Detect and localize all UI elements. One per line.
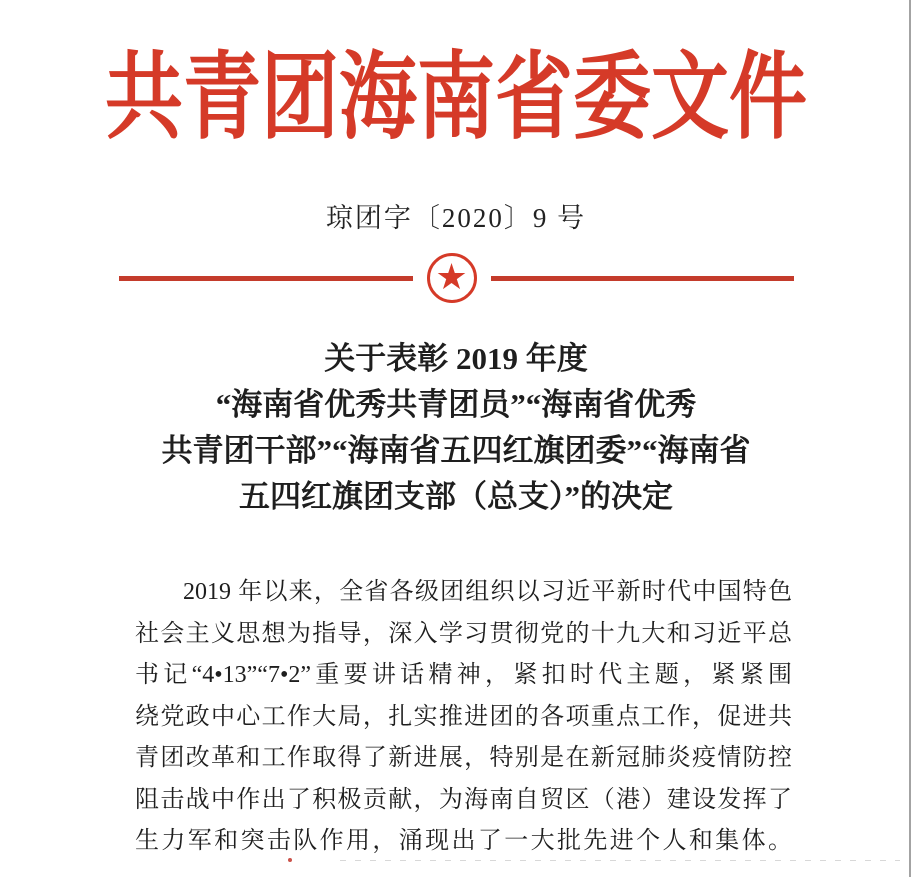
body-line: 绕党政中心工作大局，扎实推进团的各项重点工作，促进共: [135, 703, 792, 730]
star-circle: [427, 253, 477, 303]
document-title: [60, 336, 852, 520]
separator-line-left: [119, 276, 413, 281]
scan-artifact-bottom-line: [340, 860, 900, 861]
document-body: [135, 572, 792, 863]
letterhead-title: 共青团海南省委文件: [104, 43, 807, 151]
body-line: 青团改革和工作取得了新进展，特别是在新冠肺炎疫情防控: [135, 745, 792, 771]
body-line: 2019 年以来，全省各级团组织以习近平新时代中国特色: [183, 579, 792, 605]
document-number: 琼团字〔2020〕9 号: [325, 203, 587, 233]
separator-line-right: [491, 276, 794, 281]
header-separator: [0, 252, 912, 304]
scan-artifact-right-edge: [909, 0, 911, 877]
title-line: 五四红旗团支部（总支）”的决定: [239, 479, 673, 514]
body-line: 阻击战中作出了积极贡献，为海南自贸区（港）建设发挥了: [135, 786, 792, 813]
body-line: 生力军和突击队作用，涌现出了一大批先进个人和集体。: [135, 828, 792, 854]
title-line: 关于表彰 2019 年度: [324, 341, 588, 376]
title-line: 共青团干部”“海南省五四红旗团委”“海南省: [161, 433, 751, 468]
title-line: “海南省优秀共青团员”“海南省优秀: [215, 387, 697, 422]
scan-artifact-red-dot: [288, 858, 292, 862]
red-star-icon: ★: [435, 256, 468, 297]
body-line: 书记“4•13”“7•2”重要讲话精神，紧扣时代主题，紧紧围: [135, 662, 792, 688]
body-line: 社会主义思想为指导，深入学习贯彻党的十九大和习近平总: [135, 620, 792, 647]
